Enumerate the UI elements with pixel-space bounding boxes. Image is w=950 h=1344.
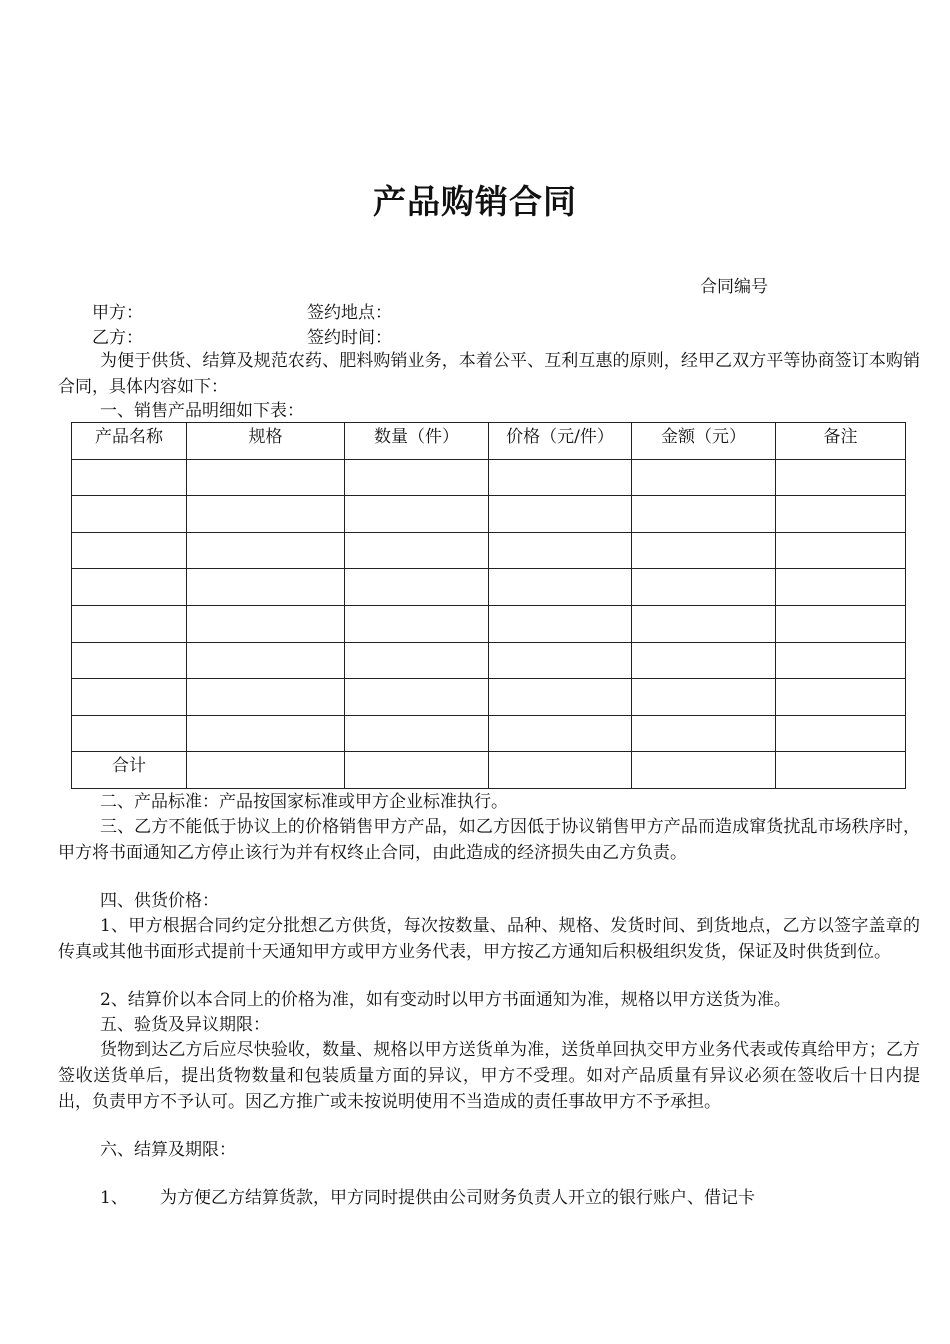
section-6-item-1-text: 为方便乙方结算货款，甲方同时提供由公司财务负责人开立的银行账户、借记卡 <box>160 1188 755 1208</box>
column-header-amount: 金额（元） <box>632 423 776 460</box>
table-row <box>72 569 906 606</box>
party-b-label: 乙方： <box>92 328 143 348</box>
table-row <box>72 605 906 642</box>
section-1-heading: 一、销售产品明细如下表： <box>100 401 304 421</box>
table-total-row <box>72 752 906 789</box>
table-row <box>72 715 906 752</box>
table-header-row <box>72 423 906 460</box>
intro-paragraph: 为便于供货、结算及规范农药、肥料购销业务，本着公平、互利互惠的原则，经甲乙双方平等协商签订本购销合同，具体内容如下： <box>58 351 920 397</box>
document-title: 产品购销合同 <box>373 182 577 221</box>
column-header-spec: 规格 <box>187 423 345 460</box>
column-header-quantity: 数量（件） <box>345 423 489 460</box>
section-6-item-1 <box>100 1186 755 1210</box>
section-6-item-1-number: 1、 <box>100 1188 128 1208</box>
column-header-price: 价格（元/件） <box>489 423 632 460</box>
section-4-item-1: 1、甲方根据合同约定分批想乙方供货，每次按数量、品种、规格、发货时间、到货地点，乙方以签字盖章的传真或其他书面形式提前十天通知甲方或甲方业务代表，甲方按乙方通知后积极组织发货，保证及时供货到位。 <box>58 916 920 962</box>
section-3-paragraph: 三、乙方不能低于协议上的价格销售甲方产品，如乙方因低于协议销售甲方产品而造成窜货扰乱市场秩序时，甲方将书面通知乙方停止该行为并有权终止合同，由此造成的经济损失由乙方负责。 <box>58 817 920 863</box>
party-a-label: 甲方： <box>92 303 143 323</box>
table-row <box>72 496 906 533</box>
table-row <box>72 679 906 716</box>
total-label: 合计 <box>72 752 187 789</box>
section-5-paragraph: 货物到达乙方后应尽快验收，数量、规格以甲方送货单为准，送货单回执交甲方业务代表或传真给甲方；乙方签收送货单后，提出货物数量和包装质量方面的异议，甲方不受理。如对产品质量有异议必须在签收后十日内提出，负责甲方不予认可。因乙方推广或未按说明使用不当造成的责任事故甲方不予承担。 <box>58 1040 920 1112</box>
section-2-paragraph: 二、产品标准：产品按国家标准或甲方企业标准执行。 <box>100 792 508 812</box>
column-header-remarks: 备注 <box>776 423 906 460</box>
table-row <box>72 459 906 496</box>
sign-place-label: 签约地点： <box>307 303 392 323</box>
product-detail-table <box>71 422 906 789</box>
section-6-heading: 六、结算及期限： <box>100 1140 236 1160</box>
section-4-heading: 四、供货价格： <box>100 891 219 911</box>
contract-number-label: 合同编号 <box>700 277 768 297</box>
table-row <box>72 642 906 679</box>
section-5-heading: 五、验货及异议期限： <box>100 1015 270 1035</box>
table-row <box>72 532 906 569</box>
column-header-product-name: 产品名称 <box>72 423 187 460</box>
sign-time-label: 签约时间： <box>307 328 392 348</box>
section-4-item-2: 2、结算价以本合同上的价格为准，如有变动时以甲方书面通知为准，规格以甲方送货为准。 <box>100 990 791 1010</box>
